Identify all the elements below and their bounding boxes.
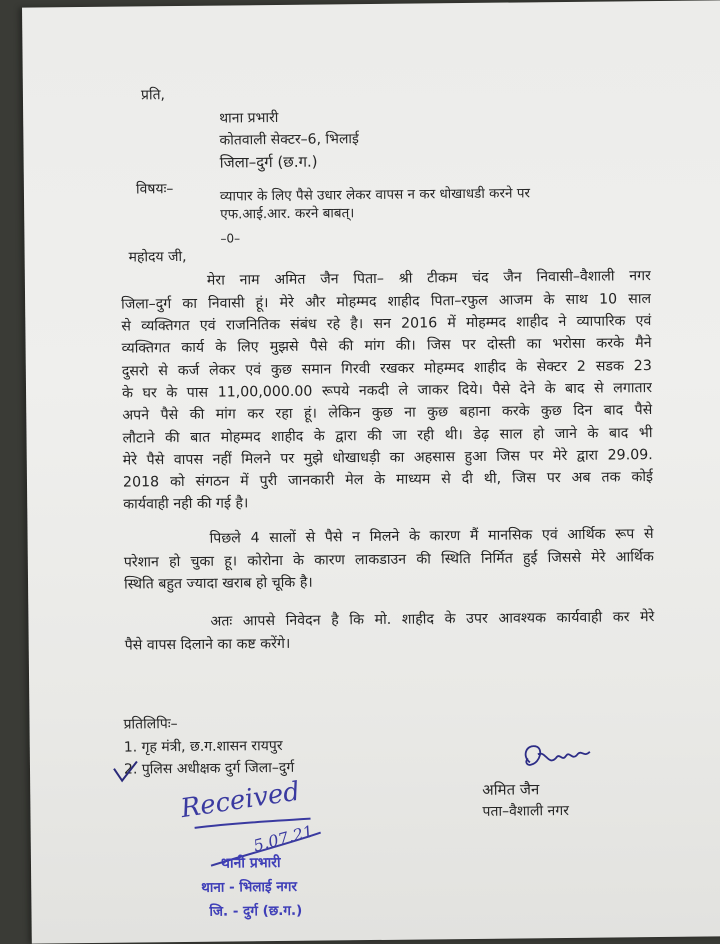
- recipient-line: कोतवाली सेक्टर–6, भिलाई: [219, 131, 359, 149]
- copy-line: 1. गृह मंत्री, छ.ग.शासन रायपुर: [123, 737, 283, 756]
- para1-line: व्यक्तिगत कार्य के लिए मुझसे पैसे की मांग की। जिस पर दोस्ती का भरोसा करके मैने: [121, 335, 652, 357]
- para2-line: पिछले 4 सालों से पैसे न मिलने के कारण मैं मानसिक एवं आर्थिक रूप से: [209, 526, 654, 547]
- para1-line: से व्यक्तिगत एवं राजनितिक संबंध रहे है। सन 2016 में मोहम्मद शाहीद ने व्यापारिक एवं: [121, 313, 652, 335]
- stamp-line2: थाना - भिलाई नगर: [201, 878, 298, 896]
- prati-label: प्रति,: [140, 87, 166, 104]
- stamp-line1: थानी प्रभारी: [220, 854, 281, 872]
- subject-label: विषयः–: [135, 181, 174, 198]
- recipient-line: थाना प्रभारी: [219, 109, 279, 127]
- salutation: महोदय जी,: [128, 248, 187, 266]
- sender-address: पता–वैशाली नगर: [482, 802, 569, 820]
- signature: [518, 740, 598, 775]
- received-handwriting: Received: [178, 776, 302, 825]
- copy-line: 2. पुलिस अधीक्षक दुर्ग जिला–दुर्ग: [123, 759, 295, 778]
- para1-line: के घर के पास 11,00,000.00 रूपये नकदी ले जाकर दिये। पैसे देने के बाद से लगातार: [121, 380, 653, 402]
- para3-line: अतः आपसे निवेदन है कि मो. शाहीद के उपर आवश्यक कार्यवाही कर मेरे: [210, 609, 655, 630]
- subject-line: व्यापार के लिए पैसे उधार लेकर वापस न कर धोखाधडी करने पर: [219, 185, 531, 205]
- para2-line: परेशान हो चुका हू। कोरोना के कारण लाकडाउन की स्थिति निर्मित हुई जिससे मेरे आर्थिक: [123, 549, 654, 571]
- separator: –0–: [220, 231, 241, 246]
- copy-label: प्रतिलिपिः–: [123, 716, 178, 733]
- para1-line: 2018 को संगठन में पुरी जानकारी मेल के माध्यम से दी थी, जिस पर अब तक कोई: [122, 469, 654, 491]
- para1-line: जिला–दुर्ग का निवासी हूं। मेरे और मोहम्मद शाहीद पिता–रफुल आजम के साथ 10 साल: [121, 291, 652, 313]
- sender-name: अमित जैन: [482, 780, 540, 799]
- para1-line: कार्यवाही नही की गई है।: [123, 495, 249, 513]
- para1-line: मेरा नाम अमित जैन पिता– श्री टीकम चंद जैन निवासी–वैशाली नगर: [206, 268, 651, 289]
- stamp-line3: जि. - दुर्ग (छ.ग.): [209, 902, 303, 920]
- para3-line: पैसे वापस दिलाने का कष्ट करेंगे।: [124, 635, 291, 654]
- recipient-line: जिला–दुर्ग (छ.ग.): [219, 152, 318, 172]
- para1-line: लौटाने की बात मोहम्मद शाहीद के द्वारा की जा रही थी। डेढ़ साल हो जाने के बाद भी: [122, 425, 653, 447]
- para2-line: स्थिति बहुत ज्यादा खराब हो चूकि है।: [123, 574, 313, 593]
- para1-line: मेरे पैसे वापस नहीं मिलने पर मुझे धोखाधड़ी का अहसास हुआ जिस पर मेरे द्वारा 29.09.: [122, 447, 653, 469]
- letter-paper: [22, 0, 720, 943]
- subject-line: एफ.आई.आर. करने बाबत्।: [220, 205, 355, 223]
- para1-line: दुसरो से कर्ज लेकर एवं कुछ समान गिरवी रखकर मोहम्मद शाहीद के सेक्टर 2 सडक 23: [121, 358, 652, 380]
- received-date: 5.07.21: [251, 821, 316, 856]
- check-mark-icon: [112, 758, 140, 784]
- para1-line: अपने पैसे की मांग कर रहा हूं। लेकिन कुछ ना कुछ बहाना करके कुछ दिन बाद पैसे: [122, 402, 653, 424]
